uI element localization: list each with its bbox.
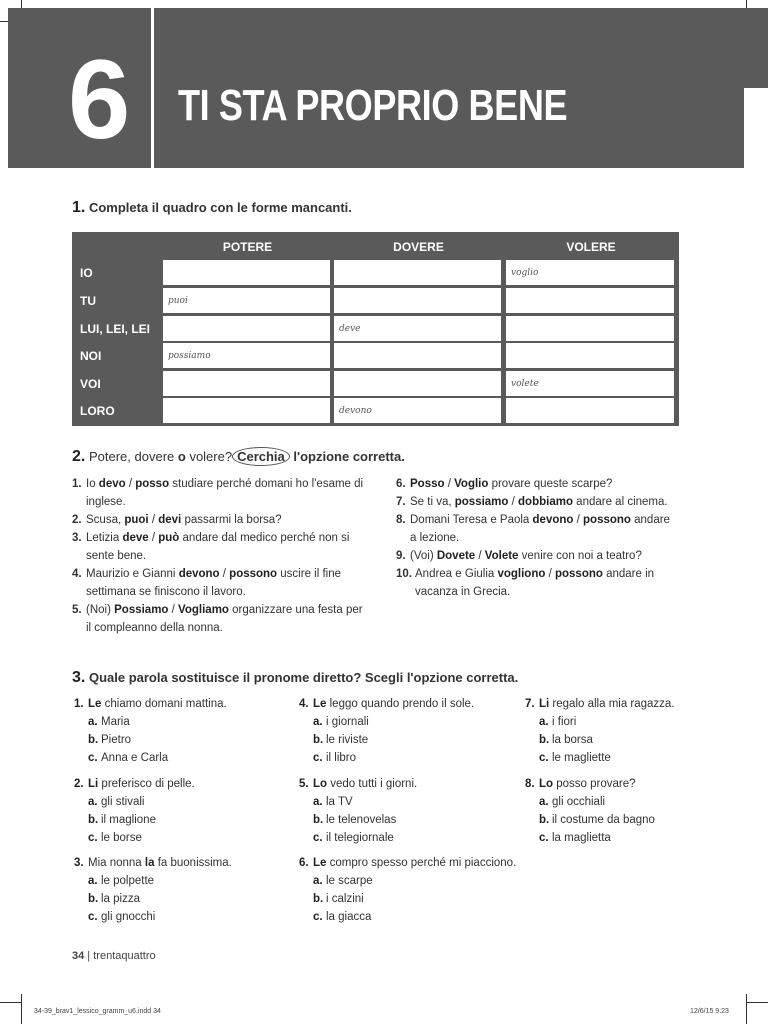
crop-mark [746,994,747,1024]
sentence-text: / [168,604,179,616]
exercise-1-heading [72,199,352,217]
option-letter: b. [88,814,99,826]
sentence-text: posso provare? [553,778,636,790]
sentence-text: / [573,514,584,526]
sentence-text: / [444,478,455,490]
item-number: 6. [396,478,406,490]
verb-option[interactable]: Dovete [436,550,476,562]
question-line [74,778,195,790]
verb-option[interactable]: devono [532,514,574,526]
exercise-item-line [72,601,363,619]
verb-option[interactable]: possono [554,568,603,580]
sentence-text: andare [630,514,670,526]
direct-pronoun: Lo [539,778,554,790]
crop-mark [0,1002,22,1003]
print-slug-date: 12/6/15 9:23 [690,1008,729,1015]
handwritten-answer: possiamo [168,351,211,361]
option-text: le telenovelas [326,814,397,826]
sentence-text: compro spesso perché mi piacciono. [326,857,517,869]
instruction-part: , dovere [127,449,178,464]
answer-option[interactable] [88,814,156,826]
option-letter: a. [313,796,323,808]
option-text: le magliette [552,752,611,764]
option-text: Maria [101,716,130,728]
item-number: 7. [396,496,406,508]
answer-cell[interactable] [506,371,674,396]
exercise-item-line [396,583,510,601]
item-number: 9. [396,550,406,562]
answer-option[interactable] [88,796,144,808]
unit-header-tab [744,8,768,88]
exercise-item-line [72,493,126,511]
handwritten-answer: devono [339,406,372,416]
option-letter: c. [539,832,549,844]
exercise-item-line [72,529,349,547]
answer-cell[interactable] [163,343,330,368]
exercise-item-line [396,493,668,511]
instruction-part: volere? [185,449,233,464]
answer-option[interactable] [313,734,368,746]
sentence-text: andare dal medico perché non si [179,532,350,544]
sentence-text: settimana se finiscono il lavoro. [86,586,246,598]
direct-pronoun: Lo [313,778,328,790]
verb-option[interactable]: possono [583,514,631,526]
page-footer [72,950,156,962]
sentence-text: andare in [602,568,655,580]
option-text: gli occhiali [552,796,606,808]
exercise-instruction: Quale parola sostituisce il pronome diretto? Scegli l'opzione corretta. [88,670,519,685]
exercise-item-line [396,475,612,493]
option-letter: b. [313,734,324,746]
direct-pronoun: Li [88,778,99,790]
sentence-text: organizzare una festa per [228,604,363,616]
item-number: 4. [299,698,309,710]
exercise-instruction: Completa il quadro con le forme mancanti. [88,200,352,215]
sentence-text: regalo alla mia ragazza. [549,698,675,710]
page-number: 34 [72,950,85,962]
answer-cell[interactable] [506,398,674,423]
option-text: le polpette [101,875,155,887]
verb-option[interactable]: può [158,532,180,544]
item-number: 3. [72,532,82,544]
answer-option[interactable] [313,752,356,764]
question-line [525,778,636,790]
verb-option[interactable]: devono [178,568,220,580]
verb-option[interactable]: Volete [484,550,519,562]
direct-pronoun: Le [313,698,327,710]
sentence-text: (Voi) [410,550,437,562]
row-label: LUI, LEI, LEI [80,322,151,336]
handwritten-answer: puoi [168,296,188,306]
answer-option[interactable] [88,734,131,746]
column-header: VOLERE [566,240,616,254]
item-number: 3. [74,857,84,869]
unit-number: 6 [68,37,129,162]
answer-cell[interactable] [334,371,501,396]
page-number-word: trentaquattro [93,950,156,962]
verb-option[interactable]: deve [122,532,149,544]
option-letter: b. [313,814,324,826]
verb-option[interactable]: devo [98,478,126,490]
answer-cell[interactable] [506,288,674,313]
option-text: i calzini [326,893,364,905]
answer-option[interactable] [88,752,168,764]
option-letter: c. [88,752,98,764]
item-number: 4. [72,568,82,580]
sentence-text: Io [86,478,99,490]
answer-option[interactable] [313,911,371,923]
sentence-text: Andrea e Giulia [415,568,498,580]
sentence-text: vedo tutti i giorni. [327,778,418,790]
question-line [299,778,417,790]
option-text: il maglione [101,814,156,826]
sentence-text: studiare perché domani ho l'esame di [169,478,364,490]
print-slug-file: 34-39_brav1_lessico_gramm_u6.indd 34 [34,1008,161,1015]
verb-option[interactable]: dobbiamo [518,496,573,508]
option-text: il libro [326,752,357,764]
sentence-text: uscire il fine [277,568,342,580]
verb-option[interactable]: Voglio [454,478,489,490]
answer-cell[interactable] [163,316,330,341]
sentence-text: inglese. [86,496,126,508]
sentence-text: passarmi la borsa? [181,514,282,526]
option-text: la TV [326,796,353,808]
exercise-2-heading [72,448,405,466]
circled-word: Cerchia [232,447,290,466]
answer-cell[interactable] [334,288,501,313]
exercise-item-line [72,475,363,493]
column-header: POTERE [222,240,273,254]
sentence-text: Domani Teresa e Paola [410,514,533,526]
verb-option[interactable]: puoi [124,514,149,526]
exercise-item-line [396,565,654,583]
question-line [299,698,474,710]
question-line [74,857,232,869]
question-line [299,857,516,869]
item-number: 10. [396,568,412,580]
sentence-text: chiamo domani mattina. [101,698,227,710]
answer-option[interactable] [539,716,576,728]
question-line [74,698,227,710]
answer-option[interactable] [88,911,155,923]
answer-option[interactable] [539,752,611,764]
answer-option[interactable] [88,875,154,887]
sentence-text: leggo quando prendo il sole. [326,698,475,710]
answer-cell[interactable] [506,316,674,341]
sentence-text: / [125,478,136,490]
answer-cell[interactable] [163,288,330,313]
sentence-text: provare queste scarpe? [488,478,613,490]
option-letter: a. [88,875,98,887]
item-number: 7. [525,698,535,710]
item-number: 1. [72,478,82,490]
sentence-text: / [148,514,159,526]
answer-cell[interactable] [334,343,501,368]
option-letter: b. [88,734,99,746]
exercise-item-line [72,619,223,637]
row-label: NOI [80,349,102,363]
item-number: 2. [72,514,82,526]
option-text: i giornali [326,716,369,728]
exercise-item-line [72,565,341,583]
item-number: 8. [525,778,535,790]
answer-option[interactable] [313,716,369,728]
instruction-part: l'opzione corretta. [289,449,405,464]
option-text: il costume da bagno [552,814,655,826]
verb-option[interactable]: devi [158,514,182,526]
option-text: la borsa [552,734,593,746]
answer-option[interactable] [313,814,396,826]
sentence-text: Scusa, [86,514,125,526]
option-letter: a. [88,716,98,728]
option-letter: c. [313,752,323,764]
answer-option[interactable] [313,875,373,887]
handwritten-answer: volete [511,379,539,389]
option-letter: a. [539,796,549,808]
answer-cell[interactable] [506,343,674,368]
item-number: 5. [72,604,82,616]
answer-option[interactable] [539,814,655,826]
exercise-item-line [72,583,246,601]
verb-option[interactable]: vogliono [497,568,546,580]
sentence-text: sente bene. [86,550,147,562]
option-letter: c. [313,911,323,923]
answer-cell[interactable] [334,316,501,341]
sentence-text: Letizia [86,532,123,544]
verb-option[interactable]: Possiamo [114,604,169,616]
option-text: Anna e Carla [101,752,169,764]
unit-title: TI STA PROPRIO BENE [178,81,568,130]
option-text: la maglietta [552,832,611,844]
option-letter: a. [313,716,323,728]
exercise-item-line [396,529,459,547]
answer-cell[interactable] [163,398,330,423]
answer-option[interactable] [88,832,142,844]
answer-option[interactable] [313,796,353,808]
row-label: VOI [80,377,101,391]
answer-option[interactable] [88,893,140,905]
exercise-item-line [72,511,282,529]
option-text: le scarpe [326,875,373,887]
sentence-text: Mia nonna [88,857,145,869]
option-letter: b. [313,893,324,905]
answer-option[interactable] [88,716,130,728]
option-letter: b. [539,734,550,746]
item-number: 2. [74,778,84,790]
sentence-text: / [219,568,230,580]
exercise-number: 2. [72,448,86,465]
answer-option[interactable] [313,893,364,905]
item-number: 6. [299,857,309,869]
option-letter: a. [88,796,98,808]
exercise-item-line [396,547,642,565]
option-letter: c. [313,832,323,844]
item-number: 1. [74,698,84,710]
row-label: IO [80,266,93,280]
sentence-text: / [508,496,519,508]
answer-cell[interactable] [506,260,674,285]
verb-option[interactable]: possiamo [454,496,509,508]
sentence-text: / [545,568,555,580]
sentence-text: preferisco di pelle. [98,778,195,790]
option-letter: c. [88,832,98,844]
option-text: le borse [101,832,142,844]
direct-pronoun: Le [313,857,327,869]
sentence-text: venire con noi a teatro? [518,550,642,562]
sentence-text: a lezione. [410,532,460,544]
direct-pronoun: Le [88,698,102,710]
sentence-text: / [475,550,485,562]
verb-option[interactable]: possono [229,568,278,580]
crop-mark [746,1002,768,1003]
direct-pronoun: Li [539,698,550,710]
row-label: LORO [80,404,115,418]
handwritten-answer: voglio [511,268,539,278]
option-letter: c. [539,752,549,764]
option-letter: a. [539,716,549,728]
option-text: gli gnocchi [101,911,156,923]
exercise-number: 3. [72,669,86,686]
verb-option[interactable]: posso [135,478,170,490]
exercise-number: 1. [72,199,86,216]
option-text: i fiori [552,716,577,728]
option-letter: b. [88,893,99,905]
exercise-item-line [396,511,670,529]
answer-cell[interactable] [334,260,501,285]
conjugation-table [72,232,679,426]
instruction-part: Potere [88,449,128,464]
sentence-text: / [148,532,159,544]
option-text: le riviste [326,734,369,746]
footer-separator: | [84,950,94,962]
sentence-text: (Noi) [86,604,115,616]
exercise-item-line [72,547,146,565]
answer-option[interactable] [539,734,593,746]
sentence-text: il compleanno della nonna. [86,622,223,634]
sentence-text: andare al cinema. [572,496,668,508]
sentence-text: Maurizio e Gianni [86,568,179,580]
option-text: il telegiornale [326,832,394,844]
option-text: la giacca [326,911,372,923]
answer-option[interactable] [313,832,394,844]
crop-mark [21,994,22,1024]
answer-cell[interactable] [163,260,330,285]
answer-option[interactable] [539,796,605,808]
column-header: DOVERE [393,240,444,254]
sentence-text: fa buonissima. [154,857,232,869]
item-number: 8. [396,514,406,526]
sentence-text: Se ti va, [410,496,455,508]
option-text: Pietro [101,734,132,746]
row-label: TU [80,294,96,308]
handwritten-answer: deve [339,324,361,334]
sentence-text: vacanza in Grecia. [415,586,511,598]
instruction-part: o [177,449,186,464]
option-text: la pizza [101,893,140,905]
verb-option[interactable]: Posso [410,478,445,490]
question-line [525,698,675,710]
answer-cell[interactable] [163,371,330,396]
answer-option[interactable] [539,832,611,844]
verb-option[interactable]: Vogliamo [178,604,229,616]
option-letter: a. [313,875,323,887]
option-letter: c. [88,911,98,923]
answer-cell[interactable] [334,398,501,423]
direct-pronoun: la [144,857,155,869]
exercise-3-heading [72,669,518,687]
option-letter: b. [539,814,550,826]
item-number: 5. [299,778,309,790]
option-text: gli stivali [101,796,145,808]
